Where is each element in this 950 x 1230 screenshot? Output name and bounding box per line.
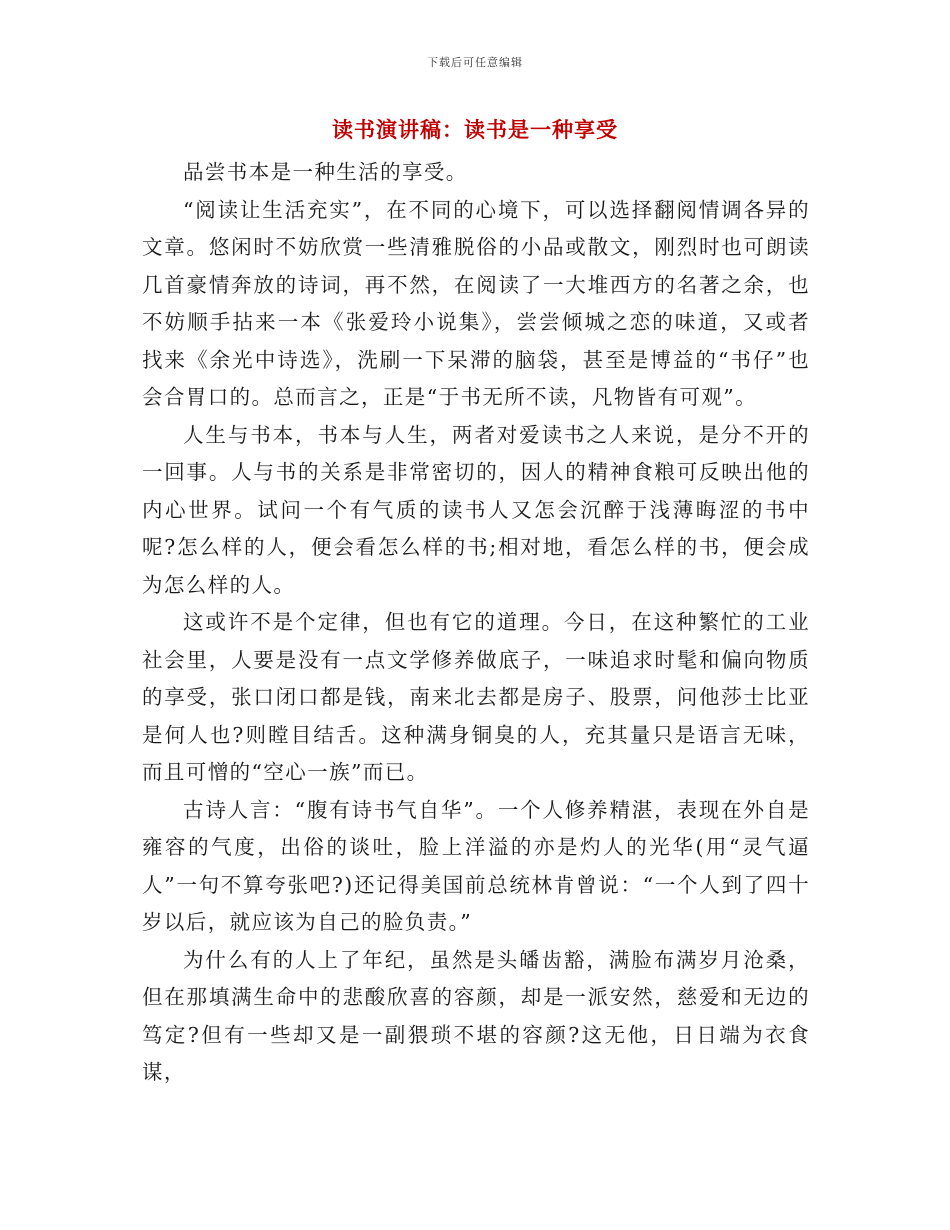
- paragraph: 为什么有的人上了年纪，虽然是头皤齿豁，满脸布满岁月沧桑，但在那填满生命中的悲酸欣喜的容颜，却是一派安然，慈爱和无边的笃定?但有一些却又是一副猥琐不堪的容颜?这无他，日日端为衣食谋，: [142, 947, 810, 1084]
- document-title: 读书演讲稿：读书是一种享受: [332, 118, 618, 142]
- paragraph: 品尝书本是一种生活的享受。: [183, 160, 468, 184]
- paragraph: 人生与书本，书本与人生，两者对爱读书之人来说，是分不开的一回事。人与书的关系是非常密切的，因人的精神食粮可反映出他的内心世界。试问一个有气质的读书人又怎会沉醉于浅薄晦涩的书中呢?怎么样的人，便会看怎么样的书;相对地，看怎么样的书，便会成为怎么样的人。: [142, 422, 810, 597]
- paragraph: 这或许不是个定律，但也有它的道理。今日，在这种繁忙的工业社会里，人要是没有一点文学修养做底子，一味追求时髦和偏向物质的享受，张口闭口都是钱，南来北去都是房子、股票，问他莎士比亚是何人也?则瞠目结舌。这种满身铜臭的人，充其量只是语言无味，而且可憎的“空心一族”而已。: [142, 610, 810, 784]
- header-note: 下载后可任意编辑: [427, 56, 523, 69]
- paragraph: “阅读让生活充实”，在不同的心境下，可以选择翻阅情调各异的文章。悠闲时不妨欣赏一些清雅脱俗的小品或散文，刚烈时也可朗读几首豪情奔放的诗词，再不然，在阅读了一大堆西方的名著之余，也不妨顺手拈来一本《张爱玲小说集》，尝尝倾城之恋的味道，又或者找来《余光中诗选》，洗刷一下呆滞的脑袋，甚至是博益的“书仔”也会合胃口的。总而言之，正是“于书无所不读，凡物皆有可观”。: [142, 197, 810, 409]
- document-body: [142, 154, 810, 1092]
- paragraph: 古诗人言：“腹有诗书气自华”。一个人修养精湛，表现在外自是雍容的气度，出俗的谈吐，脸上洋溢的亦是灼人的光华(用“灵气逼人”一句不算夸张吧?)还记得美国前总统林肯曾说：“一个人到了四十岁以后，就应该为自己的脸负责。”: [142, 797, 810, 934]
